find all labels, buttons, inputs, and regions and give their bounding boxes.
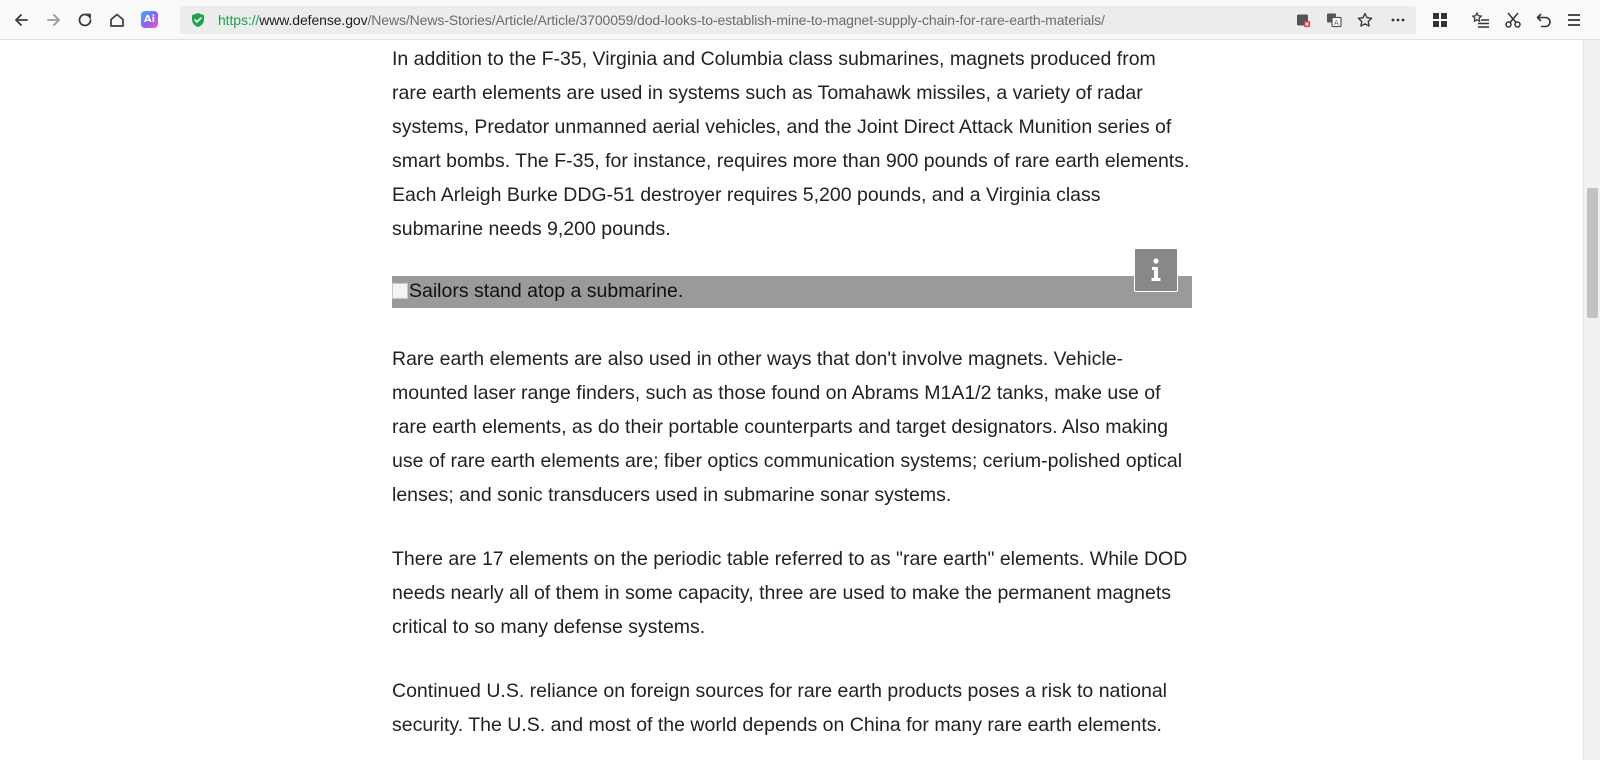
url-host: www.defense.gov	[259, 12, 368, 28]
broken-image-icon	[392, 283, 408, 299]
scrollbar-thumb[interactable]	[1587, 188, 1598, 318]
reload-icon[interactable]	[72, 7, 98, 33]
home-icon[interactable]	[104, 7, 130, 33]
screenshot-icon[interactable]	[1500, 7, 1526, 33]
more-icon[interactable]	[1387, 10, 1409, 30]
reading-list-icon[interactable]	[1468, 7, 1494, 33]
star-icon[interactable]	[1354, 10, 1376, 30]
forward-icon[interactable]	[41, 7, 67, 33]
browser-toolbar	[0, 0, 1600, 40]
page-action-icon[interactable]	[1292, 10, 1314, 30]
translate-icon[interactable]	[1323, 10, 1345, 30]
shield-icon[interactable]	[190, 12, 206, 28]
url-text[interactable]	[218, 12, 1105, 28]
url-scheme: https://	[218, 12, 260, 28]
info-icon[interactable]	[1134, 248, 1178, 292]
article-paragraph: There are 17 elements on the periodic table referred to as "rare earth" elements. While DOD needs nearly all of them in some capacity, three are used to make the permanent magnets critical to so many defense systems.	[392, 548, 1188, 638]
image-alt-text	[392, 280, 683, 303]
back-icon[interactable]	[8, 7, 34, 33]
image-placeholder	[392, 276, 1192, 308]
url-path: /News/News-Stories/Article/Article/3700059/dod-looks-to-establish-mine-to-magnet-supply-chain-for-rare-earth-materials/	[367, 12, 1105, 28]
article-paragraph: Continued U.S. reliance on foreign sources for rare earth products poses a risk to national security. The U.S. and most of the world depends on China for many rare earth elements.	[392, 680, 1168, 736]
vertical-scrollbar[interactable]	[1583, 40, 1600, 760]
extensions-grid-icon[interactable]	[1427, 7, 1453, 33]
ai-extension-icon[interactable]: Ai	[141, 11, 158, 28]
address-bar[interactable]	[180, 6, 1416, 34]
menu-icon[interactable]	[1561, 7, 1587, 33]
svg-text:A: A	[1334, 19, 1339, 27]
article-paragraph: Rare earth elements are also used in other ways that don't involve magnets. Vehicle-mounted laser range finders, such as those found on Abrams M1A1/2 tanks, make use of rare earth elements, as do their portable counterparts and target designators. Also making use of rare earth elements are; fiber optics communication systems; cerium-polished optical lenses; and sonic transducers used in submarine sonar systems.	[392, 348, 1183, 506]
image-alt-label: Sailors stand atop a submarine.	[409, 280, 684, 302]
article-paragraph: In addition to the F-35, Virginia and Columbia class submarines, magnets produced from rare earth elements are used in systems such as Tomahawk missiles, a variety of radar systems, Predator unmanned aerial vehicles, and the Joint Direct Attack Munition series of smart bombs. The F-35, for instance, requires more than 900 pounds of rare earth elements. Each Arleigh Burke DDG-51 destroyer requires 5,200 pounds, and a Virginia class submarine needs 9,200 pounds.	[392, 48, 1190, 240]
undo-icon[interactable]	[1531, 7, 1557, 33]
